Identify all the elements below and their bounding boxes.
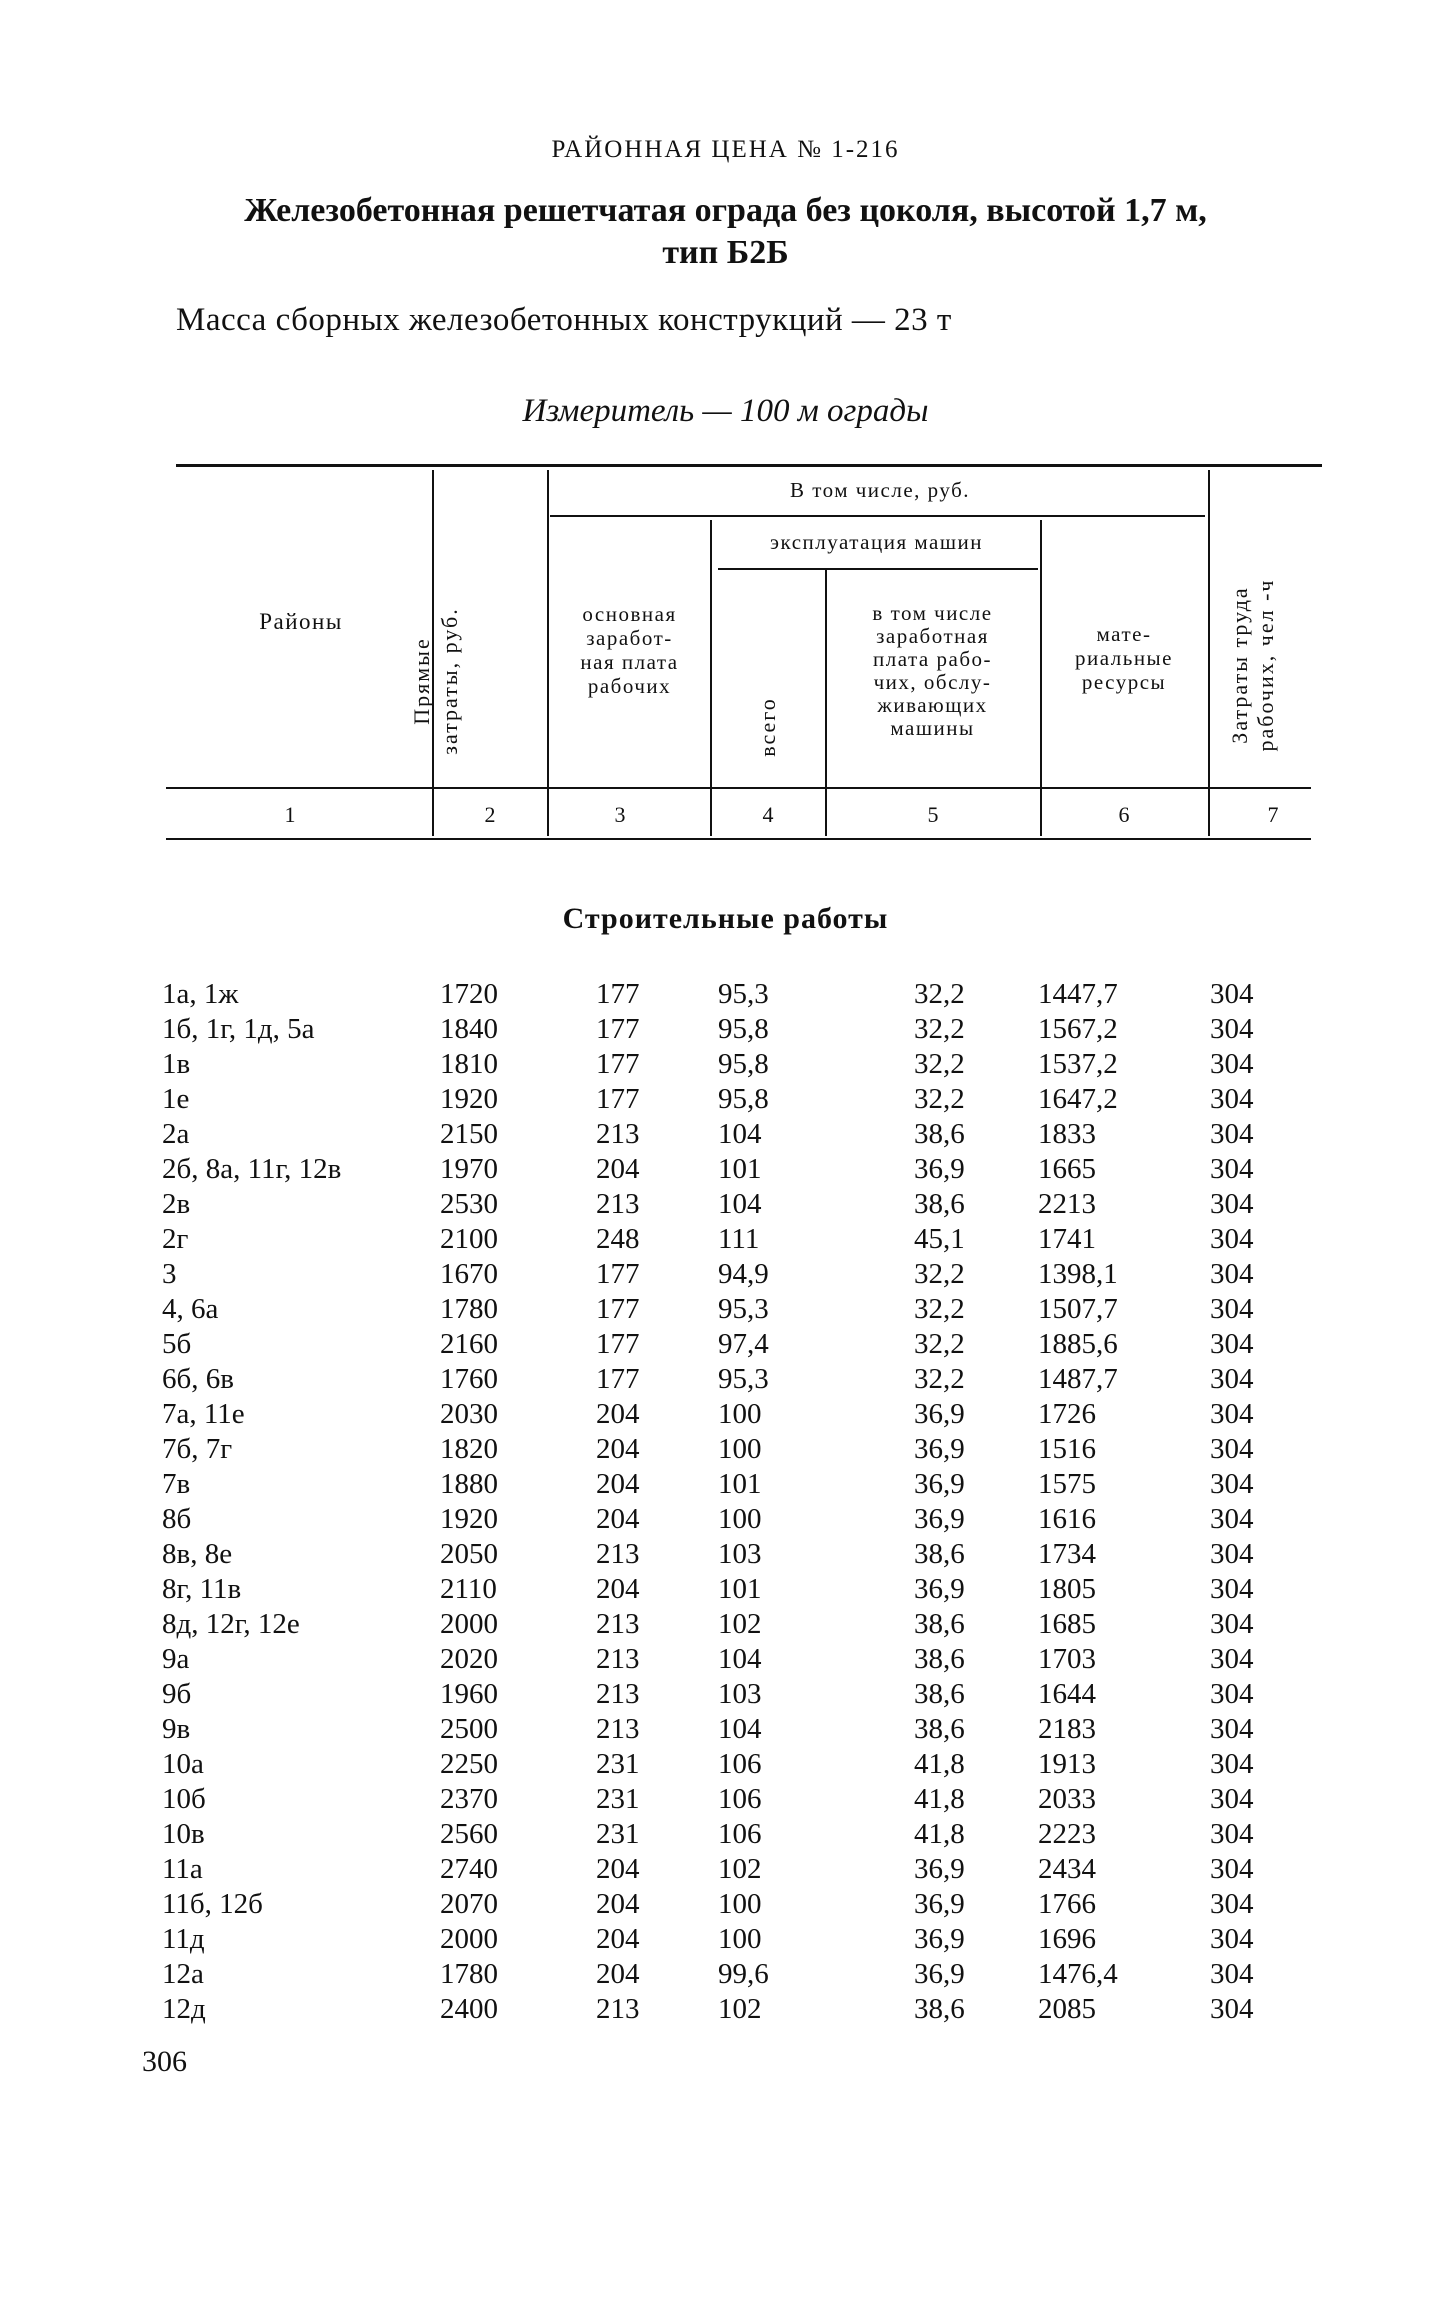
section-title: Строительные работы	[562, 902, 889, 935]
cell-machine-wage: 36,9	[914, 1503, 965, 1535]
cell-direct: 2250	[440, 1748, 498, 1780]
header-machine-wage-line: заработная	[876, 624, 989, 648]
cell-materials: 2183	[1038, 1713, 1096, 1745]
header-materials-line: мате-	[1096, 622, 1152, 646]
cell-direct: 2110	[440, 1573, 497, 1605]
cell-region: 12д	[162, 1993, 206, 2025]
cell-labor: 304	[1210, 1958, 1254, 1990]
cell-materials: 1516	[1038, 1433, 1096, 1465]
cell-machines: 101	[718, 1468, 762, 1500]
cell-region: 4, 6а	[162, 1293, 219, 1325]
cell-materials: 1766	[1038, 1888, 1096, 1920]
header-labor-line: рабочих, чел -ч	[1253, 578, 1278, 752]
cell-wage: 204	[596, 1958, 640, 1990]
cell-wage: 177	[596, 1083, 640, 1115]
table-row	[0, 1048, 1451, 1083]
table-row	[0, 1293, 1451, 1328]
cell-machines: 100	[718, 1433, 762, 1465]
cell-machines: 106	[718, 1818, 762, 1850]
cell-labor: 304	[1210, 1888, 1254, 1920]
cell-materials: 1507,7	[1038, 1293, 1118, 1325]
cell-labor: 304	[1210, 1118, 1254, 1150]
cell-machine-wage: 36,9	[914, 1853, 965, 1885]
cell-materials: 1805	[1038, 1573, 1096, 1605]
cell-region: 7б, 7г	[162, 1433, 233, 1465]
column-number: 2	[484, 802, 496, 827]
header-machine-wage-line: машины	[890, 716, 975, 740]
cell-wage: 177	[596, 978, 640, 1010]
cell-wage: 213	[596, 1118, 640, 1150]
cell-direct: 1920	[440, 1503, 498, 1535]
top-rule	[176, 464, 1322, 467]
column-number: 3	[614, 802, 626, 827]
cell-machine-wage: 38,6	[914, 1678, 965, 1710]
cell-wage: 204	[596, 1433, 640, 1465]
table-row	[0, 1258, 1451, 1293]
header-base-wage-line: заработ-	[586, 626, 673, 650]
cell-machines: 106	[718, 1783, 762, 1815]
cell-labor: 304	[1210, 1328, 1254, 1360]
cell-labor: 304	[1210, 1678, 1254, 1710]
cell-materials: 1647,2	[1038, 1083, 1118, 1115]
cell-machine-wage: 36,9	[914, 1468, 965, 1500]
cell-machines: 95,8	[718, 1048, 769, 1080]
cell-region: 8в, 8е	[162, 1538, 233, 1570]
table-row	[0, 1888, 1451, 1923]
cell-machines: 95,3	[718, 1293, 769, 1325]
cell-materials: 1447,7	[1038, 978, 1118, 1010]
cell-region: 2в	[162, 1188, 191, 1220]
cell-region: 3	[162, 1258, 177, 1290]
cell-materials: 1616	[1038, 1503, 1096, 1535]
cell-region: 2а	[162, 1118, 190, 1150]
cell-machine-wage: 38,6	[914, 1713, 965, 1745]
table-row	[0, 1643, 1451, 1678]
table-row	[0, 1573, 1451, 1608]
cell-wage: 177	[596, 1328, 640, 1360]
cell-machine-wage: 36,9	[914, 1923, 965, 1955]
cell-machine-wage: 41,8	[914, 1748, 965, 1780]
cell-machines: 103	[718, 1538, 762, 1570]
table-row	[0, 1363, 1451, 1398]
cell-machines: 100	[718, 1888, 762, 1920]
cell-region: 11б, 12б	[162, 1888, 263, 1920]
header-direct-costs: Прямые затраты, руб.	[409, 607, 462, 755]
table-row	[0, 1958, 1451, 1993]
cell-machines: 95,3	[718, 1363, 769, 1395]
cell-machines: 101	[718, 1573, 762, 1605]
cell-wage: 213	[596, 1678, 640, 1710]
cell-materials: 1575	[1038, 1468, 1096, 1500]
cell-wage: 177	[596, 1013, 640, 1045]
table-row	[0, 1993, 1451, 2028]
cell-region: 8д, 12г, 12е	[162, 1608, 300, 1640]
cell-materials: 1885,6	[1038, 1328, 1118, 1360]
cell-materials: 1703	[1038, 1643, 1096, 1675]
table-row	[0, 1923, 1451, 1958]
cell-region: 1в	[162, 1048, 191, 1080]
machine-rule	[718, 568, 1038, 570]
cell-direct: 2000	[440, 1608, 498, 1640]
cell-direct: 2370	[440, 1783, 498, 1815]
cell-machines: 99,6	[718, 1958, 769, 1990]
cell-direct: 2400	[440, 1993, 498, 2025]
cell-machines: 104	[718, 1118, 762, 1150]
header-base-wage-line: ная плата	[580, 650, 679, 674]
cell-machines: 97,4	[718, 1328, 769, 1360]
cell-materials: 1833	[1038, 1118, 1096, 1150]
cell-wage: 204	[596, 1853, 640, 1885]
cell-wage: 231	[596, 1748, 640, 1780]
cell-machine-wage: 32,2	[914, 1363, 965, 1395]
header-materials-line: ресурсы	[1081, 670, 1167, 694]
cell-machines: 104	[718, 1188, 762, 1220]
cell-wage: 213	[596, 1538, 640, 1570]
cell-materials: 1567,2	[1038, 1013, 1118, 1045]
column-number: 7	[1267, 802, 1279, 827]
cell-materials: 1398,1	[1038, 1258, 1118, 1290]
table-row	[0, 1433, 1451, 1468]
cell-direct: 2560	[440, 1818, 498, 1850]
cell-machines: 111	[718, 1223, 760, 1255]
cell-machine-wage: 38,6	[914, 1538, 965, 1570]
cell-materials: 1665	[1038, 1153, 1096, 1185]
cell-region: 6б, 6в	[162, 1363, 234, 1395]
cell-labor: 304	[1210, 1048, 1254, 1080]
cell-materials: 1734	[1038, 1538, 1096, 1570]
cell-materials: 1726	[1038, 1398, 1096, 1430]
cell-labor: 304	[1210, 1153, 1254, 1185]
cell-machine-wage: 36,9	[914, 1888, 965, 1920]
cell-direct: 2740	[440, 1853, 498, 1885]
column-number: 4	[762, 802, 774, 827]
header-machine-wage-line: плата рабо-	[873, 647, 992, 671]
cell-wage: 204	[596, 1153, 640, 1185]
header-machine-total: всего	[755, 697, 780, 757]
cell-machine-wage: 38,6	[914, 1118, 965, 1150]
table-row	[0, 978, 1451, 1013]
header-machine-wage	[830, 602, 1035, 740]
cell-labor: 304	[1210, 1013, 1254, 1045]
cell-direct: 1780	[440, 1958, 498, 1990]
cell-machines: 104	[718, 1643, 762, 1675]
header-regions: Районы	[259, 609, 343, 634]
cell-labor: 304	[1210, 1853, 1254, 1885]
cell-wage: 213	[596, 1713, 640, 1745]
cell-machine-wage: 32,2	[914, 1013, 965, 1045]
cell-labor: 304	[1210, 1468, 1254, 1500]
cell-direct: 1960	[440, 1678, 498, 1710]
cell-direct: 1820	[440, 1433, 498, 1465]
divider-6	[1208, 470, 1210, 836]
cell-machines: 106	[718, 1748, 762, 1780]
page-number: 306	[142, 2045, 187, 2078]
cell-region: 9в	[162, 1713, 191, 1745]
header-including: В том числе, руб.	[789, 478, 971, 502]
header-labor	[1227, 560, 1283, 770]
header-bottom-rule	[166, 787, 1311, 789]
header-machine-wage-line: живающих	[877, 693, 988, 717]
cell-labor: 304	[1210, 1503, 1254, 1535]
cell-machine-wage: 38,6	[914, 1608, 965, 1640]
cell-direct: 1780	[440, 1293, 498, 1325]
header-machine-wage-line: чих, обслу-	[873, 670, 992, 694]
table-row	[0, 1783, 1451, 1818]
table-row	[0, 1328, 1451, 1363]
cell-materials: 2223	[1038, 1818, 1096, 1850]
cell-direct: 2030	[440, 1398, 498, 1430]
header-materials	[1044, 622, 1204, 694]
cell-labor: 304	[1210, 1993, 1254, 2025]
cell-machine-wage: 32,2	[914, 1328, 965, 1360]
table-row	[0, 1853, 1451, 1888]
cell-region: 2г	[162, 1223, 189, 1255]
cell-region: 9б	[162, 1678, 192, 1710]
cell-labor: 304	[1210, 1083, 1254, 1115]
header-base-wage-line: основная	[582, 602, 677, 626]
cell-wage: 231	[596, 1783, 640, 1815]
cell-machine-wage: 32,2	[914, 1083, 965, 1115]
cell-wage: 177	[596, 1258, 640, 1290]
cell-materials: 1913	[1038, 1748, 1096, 1780]
table-row	[0, 1503, 1451, 1538]
cell-labor: 304	[1210, 1818, 1254, 1850]
cell-direct: 2100	[440, 1223, 498, 1255]
header-materials-line: риальные	[1075, 646, 1173, 670]
cell-wage: 177	[596, 1363, 640, 1395]
cell-machine-wage: 36,9	[914, 1398, 965, 1430]
cell-direct: 1970	[440, 1153, 498, 1185]
cell-machines: 95,8	[718, 1013, 769, 1045]
cell-wage: 204	[596, 1398, 640, 1430]
cell-wage: 204	[596, 1573, 640, 1605]
cell-region: 2б, 8а, 11г, 12в	[162, 1153, 342, 1185]
cell-region: 7в	[162, 1468, 191, 1500]
cell-direct: 2500	[440, 1713, 498, 1745]
table-row	[0, 1013, 1451, 1048]
cell-materials: 1741	[1038, 1223, 1096, 1255]
cell-labor: 304	[1210, 1363, 1254, 1395]
table-row	[0, 1188, 1451, 1223]
cell-region: 8б	[162, 1503, 192, 1535]
cell-machine-wage: 32,2	[914, 1293, 965, 1325]
header-base-wage	[552, 602, 707, 698]
cell-materials: 1487,7	[1038, 1363, 1118, 1395]
cell-labor: 304	[1210, 1608, 1254, 1640]
cell-labor: 304	[1210, 1538, 1254, 1570]
cell-region: 5б	[162, 1328, 192, 1360]
cell-wage: 204	[596, 1888, 640, 1920]
cell-machines: 100	[718, 1923, 762, 1955]
doc-title: РАЙОННАЯ ЦЕНА № 1-216	[551, 136, 900, 163]
cell-materials: 1476,4	[1038, 1958, 1118, 1990]
table-row	[0, 1678, 1451, 1713]
cell-machine-wage: 32,2	[914, 1048, 965, 1080]
divider-2	[547, 470, 549, 836]
divider-5	[1040, 520, 1042, 836]
cell-machines: 103	[718, 1678, 762, 1710]
cell-machine-wage: 36,9	[914, 1153, 965, 1185]
cell-machines: 104	[718, 1713, 762, 1745]
table-row	[0, 1398, 1451, 1433]
cell-direct: 2150	[440, 1118, 498, 1150]
cell-labor: 304	[1210, 1223, 1254, 1255]
cell-machine-wage: 36,9	[914, 1433, 965, 1465]
cell-labor: 304	[1210, 1783, 1254, 1815]
cell-wage: 213	[596, 1643, 640, 1675]
including-rule	[550, 515, 1205, 517]
cell-region: 1а, 1ж	[162, 978, 239, 1010]
cell-region: 1б, 1г, 1д, 5а	[162, 1013, 315, 1045]
divider-3	[710, 520, 712, 836]
cell-materials: 2033	[1038, 1783, 1096, 1815]
cell-labor: 304	[1210, 978, 1254, 1010]
cell-direct: 2070	[440, 1888, 498, 1920]
cell-region: 1е	[162, 1083, 190, 1115]
table-row	[0, 1538, 1451, 1573]
table-row	[0, 1818, 1451, 1853]
table-row	[0, 1118, 1451, 1153]
cell-region: 10а	[162, 1748, 204, 1780]
cell-labor: 304	[1210, 1748, 1254, 1780]
cell-machine-wage: 32,2	[914, 1258, 965, 1290]
cell-labor: 304	[1210, 1923, 1254, 1955]
cell-materials: 1696	[1038, 1923, 1096, 1955]
table-row	[0, 1748, 1451, 1783]
subtitle-line-1: Железобетонная решетчатая ограда без цоколя, высотой 1,7 м,	[244, 192, 1207, 229]
cell-machine-wage: 38,6	[914, 1188, 965, 1220]
cell-labor: 304	[1210, 1433, 1254, 1465]
cell-machine-wage: 32,2	[914, 978, 965, 1010]
cell-labor: 304	[1210, 1398, 1254, 1430]
cell-machines: 95,3	[718, 978, 769, 1010]
cell-direct: 2020	[440, 1643, 498, 1675]
cell-machine-wage: 45,1	[914, 1223, 965, 1255]
table-row	[0, 1468, 1451, 1503]
table-row	[0, 1713, 1451, 1748]
table-row	[0, 1083, 1451, 1118]
cell-labor: 304	[1210, 1293, 1254, 1325]
cell-direct: 2160	[440, 1328, 498, 1360]
cell-wage: 177	[596, 1293, 640, 1325]
cell-direct: 2050	[440, 1538, 498, 1570]
column-number: 6	[1118, 802, 1130, 827]
cell-machine-wage: 36,9	[914, 1958, 965, 1990]
cell-machine-wage: 41,8	[914, 1818, 965, 1850]
cell-labor: 304	[1210, 1573, 1254, 1605]
cell-labor: 304	[1210, 1188, 1254, 1220]
cell-machine-wage: 36,9	[914, 1573, 965, 1605]
cell-machines: 100	[718, 1503, 762, 1535]
cell-wage: 177	[596, 1048, 640, 1080]
header-labor-line: Затраты труда	[1227, 586, 1252, 744]
cell-materials: 2213	[1038, 1188, 1096, 1220]
cell-wage: 204	[596, 1923, 640, 1955]
cell-machines: 101	[718, 1153, 762, 1185]
subtitle-line-2: тип Б2Б	[662, 234, 789, 271]
cell-materials: 1537,2	[1038, 1048, 1118, 1080]
cell-materials: 1644	[1038, 1678, 1096, 1710]
table-row	[0, 1608, 1451, 1643]
cell-wage: 213	[596, 1608, 640, 1640]
cell-machines: 102	[718, 1853, 762, 1885]
cell-region: 10б	[162, 1783, 206, 1815]
cell-region: 10в	[162, 1818, 205, 1850]
table-row	[0, 1223, 1451, 1258]
cell-direct: 1920	[440, 1083, 498, 1115]
cell-direct: 1670	[440, 1258, 498, 1290]
cell-wage: 204	[596, 1468, 640, 1500]
mass-line: Масса сборных железобетонных конструкций — 23 т	[176, 302, 952, 338]
cell-wage: 213	[596, 1993, 640, 2025]
column-number: 1	[284, 802, 296, 827]
cell-region: 9а	[162, 1643, 190, 1675]
numbers-bottom-rule	[166, 838, 1311, 840]
cell-direct: 2530	[440, 1188, 498, 1220]
cell-direct: 1760	[440, 1363, 498, 1395]
measure-line: Измеритель — 100 м ограды	[522, 393, 929, 429]
cell-machine-wage: 38,6	[914, 1993, 965, 2025]
cell-labor: 304	[1210, 1713, 1254, 1745]
cell-machines: 95,8	[718, 1083, 769, 1115]
column-number: 5	[927, 802, 939, 827]
cell-machines: 100	[718, 1398, 762, 1430]
cell-direct: 1720	[440, 978, 498, 1010]
cell-machines: 102	[718, 1608, 762, 1640]
cell-machines: 94,9	[718, 1258, 769, 1290]
cell-region: 8г, 11в	[162, 1573, 242, 1605]
header-machine-wage-line: в том числе	[872, 601, 993, 625]
cell-machine-wage: 38,6	[914, 1643, 965, 1675]
cell-machines: 102	[718, 1993, 762, 2025]
cell-region: 11д	[162, 1923, 205, 1955]
cell-direct: 2000	[440, 1923, 498, 1955]
cell-wage: 213	[596, 1188, 640, 1220]
table-row	[0, 1153, 1451, 1188]
cell-machine-wage: 41,8	[914, 1783, 965, 1815]
header-machine-operation: эксплуатация машин	[770, 530, 983, 554]
cell-labor: 304	[1210, 1643, 1254, 1675]
cell-wage: 248	[596, 1223, 640, 1255]
cell-materials: 2085	[1038, 1993, 1096, 2025]
cell-materials: 1685	[1038, 1608, 1096, 1640]
cell-wage: 231	[596, 1818, 640, 1850]
cell-region: 11а	[162, 1853, 203, 1885]
cell-direct: 1880	[440, 1468, 498, 1500]
cell-materials: 2434	[1038, 1853, 1096, 1885]
divider-4	[825, 570, 827, 836]
cell-labor: 304	[1210, 1258, 1254, 1290]
cell-region: 12а	[162, 1958, 204, 1990]
cell-region: 7а, 11е	[162, 1398, 245, 1430]
cell-direct: 1810	[440, 1048, 498, 1080]
cell-direct: 1840	[440, 1013, 498, 1045]
header-base-wage-line: рабочих	[587, 674, 672, 698]
cell-wage: 204	[596, 1503, 640, 1535]
